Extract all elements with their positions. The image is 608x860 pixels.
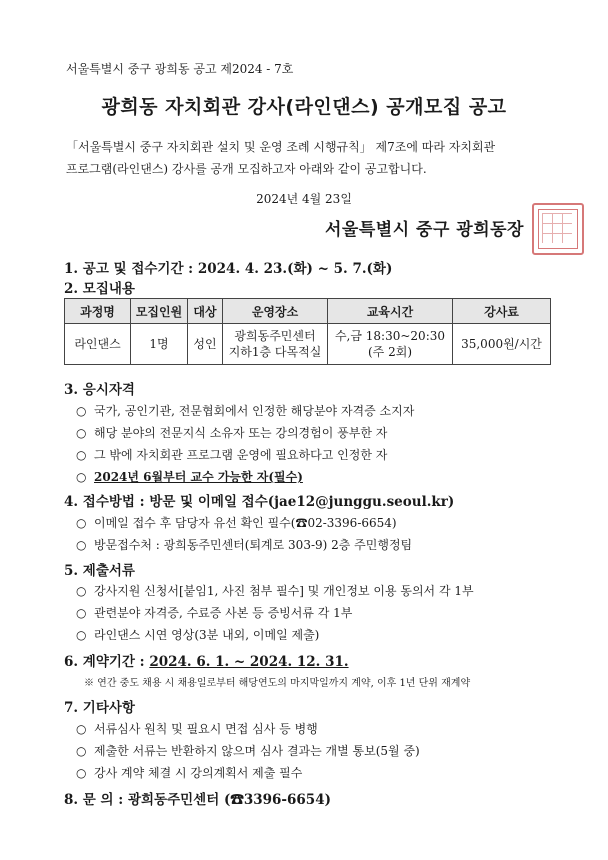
place-line-2: 지하1층 다목적실: [228, 345, 322, 359]
notice-date: 2024년 4월 23일: [256, 192, 352, 206]
bullet-icon: ○: [76, 584, 87, 598]
list-item-text: 방문접수처 : 광희동주민센터(퇴계로 303-9) 2층 주민행정팀: [94, 538, 413, 552]
list-item-text: 국가, 공인기관, 전문협회에서 인정한 해당분야 자격증 소지자: [94, 404, 415, 418]
section-documents-heading: 5. 제출서류: [64, 563, 135, 579]
table-header: 대상: [188, 299, 223, 324]
list-item-text: 강사지원 신청서[붙임1, 사진 첨부 필수] 및 개인정보 이용 동의서 각 1부: [94, 584, 474, 598]
list-item-text: 서류심사 원칙 및 필요시 면접 심사 등 병행: [94, 722, 318, 736]
list-item: [76, 514, 397, 531]
list-item-text: 제출한 서류는 반환하지 않으며 심사 결과는 개별 통보(5월 중): [94, 744, 420, 758]
table-cell-time: [328, 324, 453, 365]
section-qualification-heading: 3. 응시자격: [64, 382, 135, 398]
list-item: [76, 468, 303, 485]
list-item: [76, 764, 302, 781]
bullet-icon: ○: [76, 766, 87, 780]
intro-line-2: 프로그램(라인댄스) 강사를 공개 모집하고자 아래와 같이 공고합니다.: [66, 162, 427, 176]
section-contract-label: 6. 계약기간 :: [64, 654, 150, 670]
bullet-icon: ○: [76, 744, 87, 758]
list-item: [76, 604, 352, 621]
official-seal-icon: [532, 203, 584, 255]
list-item-text: 해당 분야의 전문지식 소유자 또는 강의경험이 풍부한 자: [94, 426, 388, 440]
table-cell-course: 라인댄스: [65, 324, 131, 365]
section-apply-heading: 4. 접수방법 : 방문 및 이메일 접수(jae12@junggu.seoul.kr): [64, 494, 455, 510]
list-item-text: 강사 계약 체결 시 강의계획서 제출 필수: [94, 766, 303, 780]
list-item-text: 라인댄스 시연 영상(3분 내외, 이메일 제출): [94, 628, 320, 642]
section-etc-heading: 7. 기타사항: [64, 700, 135, 716]
section-period-label: 1. 공고 및 접수기간 :: [64, 261, 198, 277]
contract-note: ※ 연간 중도 채용 시 채용일로부터 해당연도의 마지막일까지 계약, 이후 1년 단위 재계약: [84, 678, 471, 689]
section-recruit-heading: 2. 모집내용: [64, 281, 135, 297]
table-cell-fee: 35,000원/시간: [453, 324, 551, 365]
list-item: [76, 742, 420, 759]
time-line-1: 수,금 18:30~20:30: [334, 329, 446, 343]
table-cell-count: 1명: [131, 324, 188, 365]
list-item: [76, 536, 412, 553]
table-cell-place: [223, 324, 328, 365]
list-item-text: 2024년 6월부터 교수 가능한 자(필수): [94, 470, 303, 484]
table-header: 과정명: [65, 299, 131, 324]
bullet-icon: ○: [76, 404, 87, 418]
table-header: 운영장소: [223, 299, 328, 324]
intro-text: [66, 136, 495, 180]
list-item: [76, 402, 414, 419]
list-item-text: 관련분야 자격증, 수료증 사본 등 증빙서류 각 1부: [94, 606, 353, 620]
bullet-icon: ○: [76, 448, 87, 462]
issuer-name: 서울특별시 중구 광희동장: [325, 220, 524, 240]
section-period: [64, 257, 392, 277]
list-item: [76, 424, 387, 441]
section-contract-value: 2024. 6. 1. ~ 2024. 12. 31.: [149, 654, 349, 670]
place-line-1: 광희동주민센터: [234, 329, 316, 343]
bullet-icon: ○: [76, 470, 87, 484]
list-item-text: 이메일 접수 후 담당자 유선 확인 필수(☎02-3396-6654): [94, 516, 397, 530]
table-cell-target: 성인: [188, 324, 223, 365]
bullet-icon: ○: [76, 606, 87, 620]
table-header-row: [65, 299, 551, 324]
list-item: [76, 582, 474, 599]
section-period-value: 2024. 4. 23.(화) ~ 5. 7.(화): [197, 261, 393, 277]
list-item: [76, 720, 318, 737]
recruit-table: [64, 298, 551, 365]
table-header: 교육시간: [328, 299, 453, 324]
section-contract-period: [64, 650, 349, 670]
intro-line-1: 「서울특별시 중구 자치회관 설치 및 운영 조례 시행규칙」 제7조에 따라 자치회관: [66, 140, 496, 154]
bullet-icon: ○: [76, 722, 87, 736]
list-item-text: 그 밖에 자치회관 프로그램 운영에 필요하다고 인정한 자: [94, 448, 388, 462]
table-header: 강사료: [453, 299, 551, 324]
notice-number: 서울특별시 중구 광희동 공고 제2024 - 7호: [66, 62, 294, 76]
bullet-icon: ○: [76, 426, 87, 440]
page-title: 광희동 자치회관 강사(라인댄스) 공개모집 공고: [101, 96, 507, 118]
time-line-2: (주 2회): [368, 345, 412, 359]
table-row: [65, 324, 551, 365]
list-item: [76, 626, 319, 643]
table-header: 모집인원: [131, 299, 188, 324]
bullet-icon: ○: [76, 538, 87, 552]
bullet-icon: ○: [76, 516, 87, 530]
list-item: [76, 446, 387, 463]
section-contact: 8. 문 의 : 광희동주민센터 (☎3396-6654): [64, 792, 331, 808]
bullet-icon: ○: [76, 628, 87, 642]
